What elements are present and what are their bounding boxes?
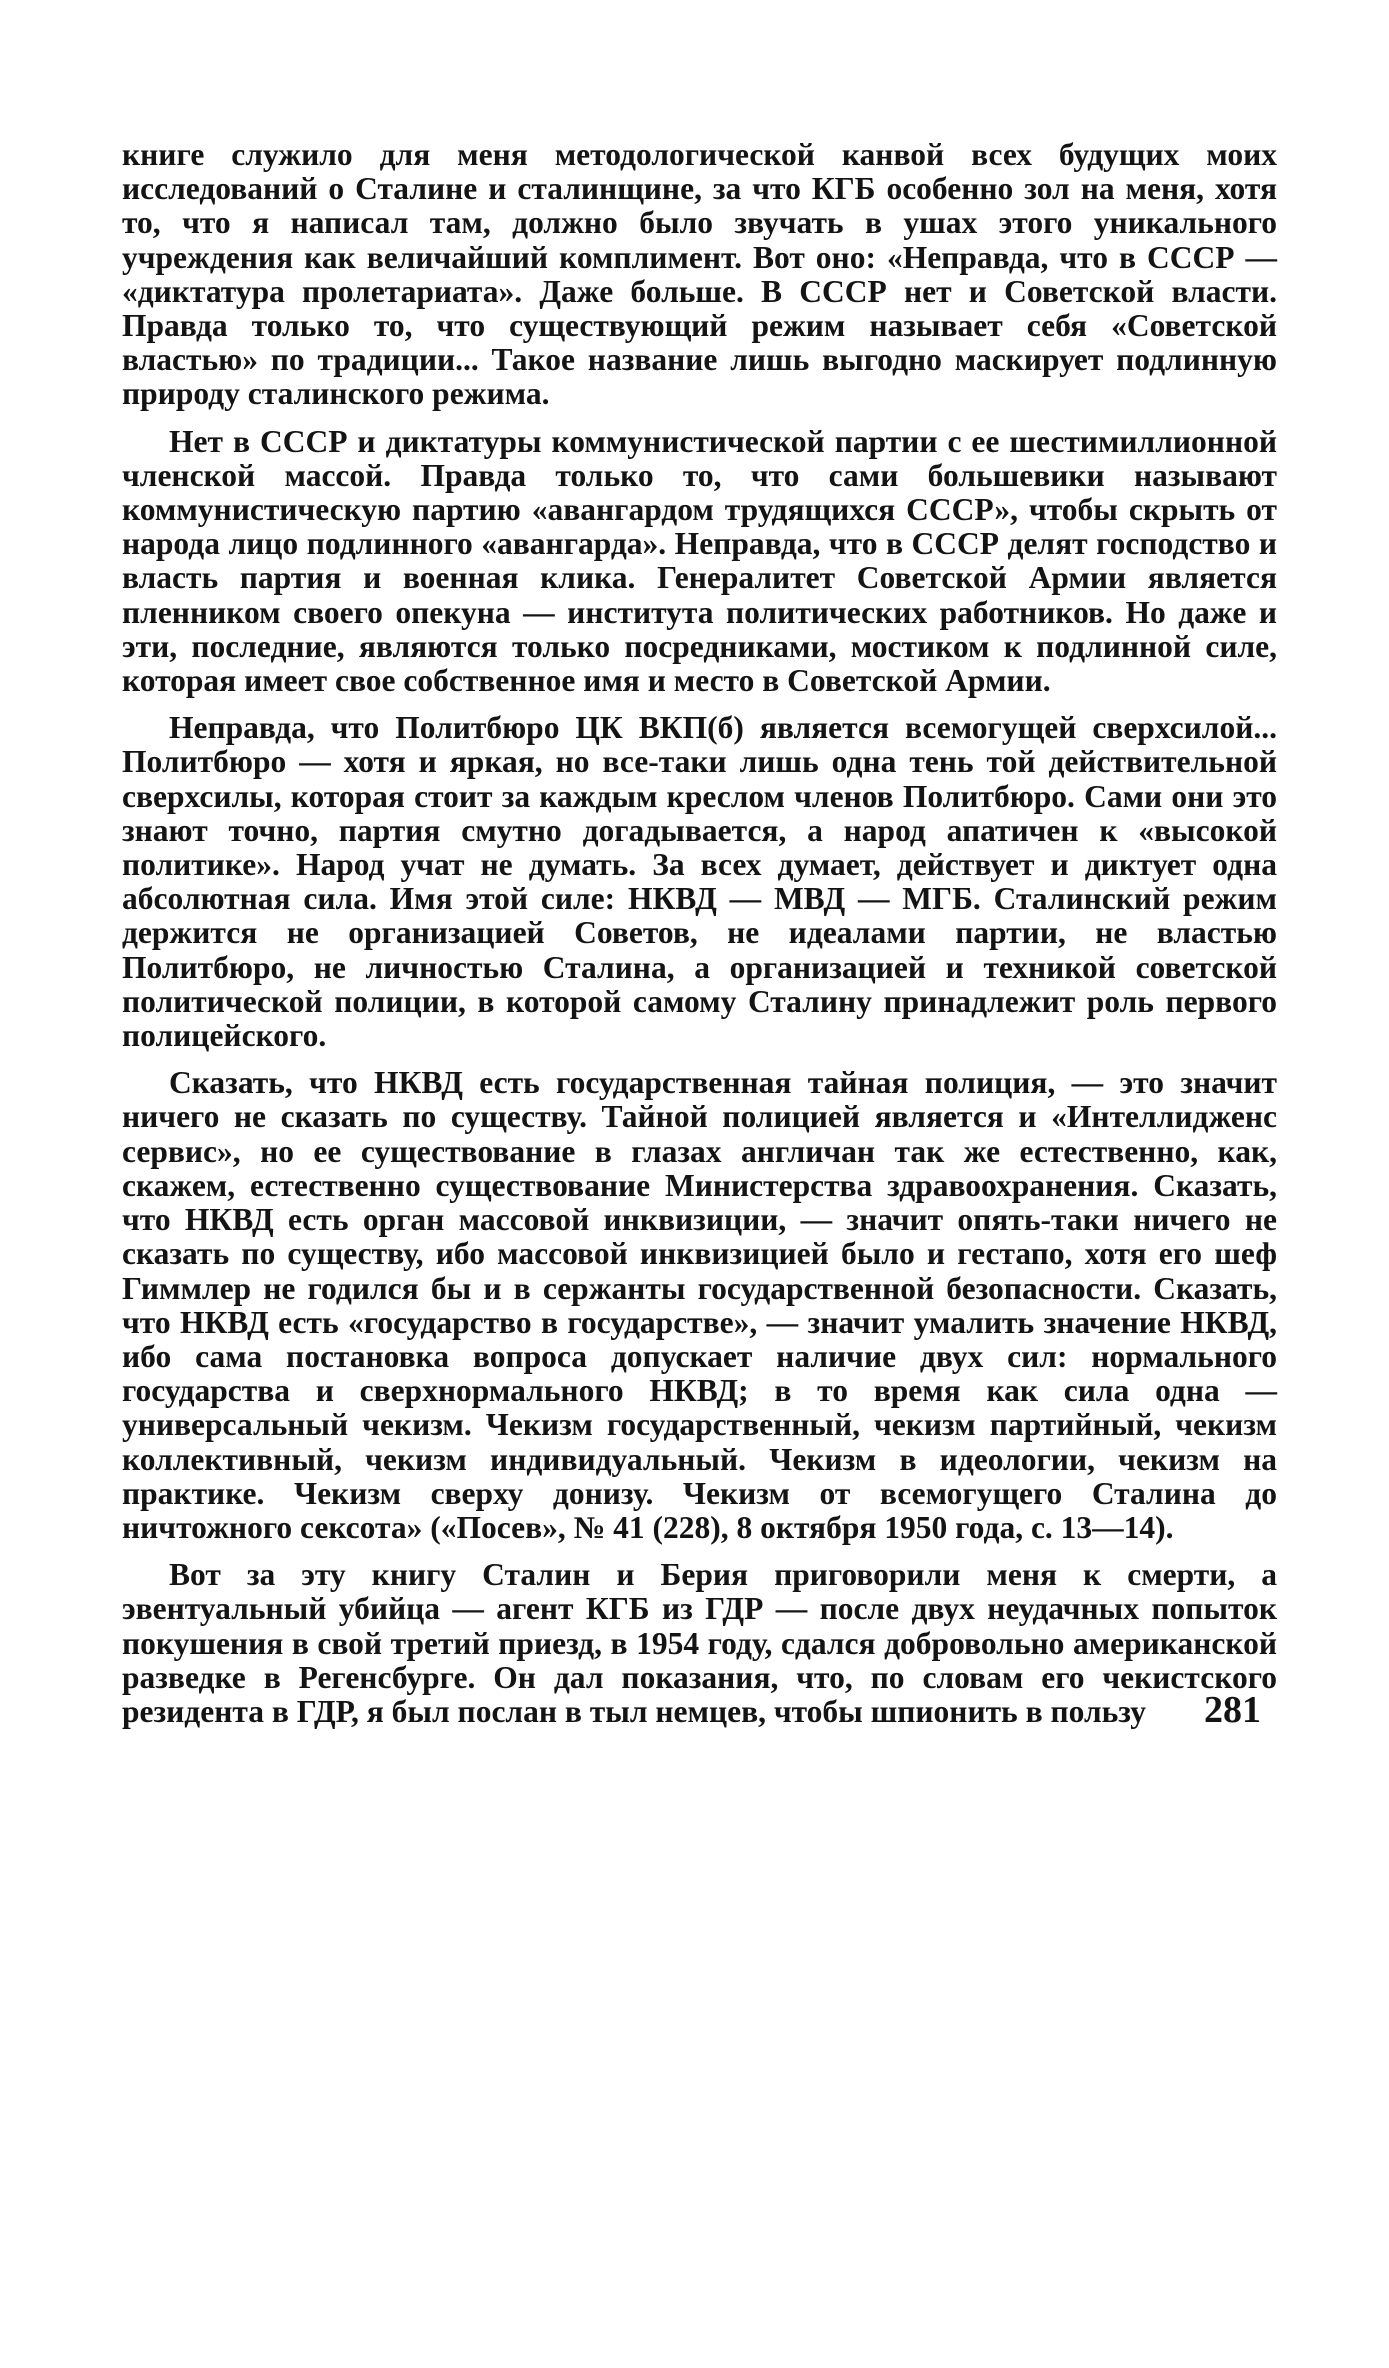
page-number: 281 bbox=[1204, 1689, 1261, 1731]
paragraph-1: книге служило для меня методологической канвой всех будущих моих исследований о Сталине и сталинщине, за что КГБ особенно зол на меня, хотя то, что я написал там, должно было звучать в ушах этого уникального учреждения как величайший комплимент. Вот оно: «Неправда, что в СССР — «диктатура пролетариата». Даже больше. В СССР нет и Советской власти. Правда только то, что существующий режим называет себя «Советской властью» по традиции... Такое название лишь выгодно маскирует подлинную природу сталинского режима. bbox=[122, 137, 1277, 412]
paragraph-5: Вот за эту книгу Сталин и Берия приговорили меня к смерти, а эвентуальный убийца — агент КГБ из ГДР — после двух неудачных попыток покушения в свой третий приезд, в 1954 году, сдался добровольно американской разведке в Регенсбурге. Он дал показания, что, по словам его чекистского резидента в ГДР, я был послан в тыл немцев, чтобы шпионить в пользу bbox=[122, 1557, 1277, 1729]
paragraph-2: Нет в СССР и диктатуры коммунистической партии с ее шестимиллионной членской массой. Правда только то, что сами большевики называют коммунистическую партию «авангардом трудящихся СССР», чтобы скрыть от народа лицо подлинного «авангарда». Неправда, что в СССР делят господство и власть партия и военная клика. Генералитет Советской Армии является пленником своего опекуна — института политических работников. Но даже и эти, последние, являются только посредниками, мостиком к подлинной силе, которая имеет свое собственное имя и место в Советской Армии. bbox=[122, 423, 1277, 699]
paragraph-3: Неправда, что Политбюро ЦК ВКП(б) является всемогущей сверхсилой... Политбюро — хотя и яркая, но все-таки лишь одна тень той действительной сверхсилы, которая стоит за каждым креслом членов Политбюро. Сами они это знают точно, партия смутно догадывается, а народ апатичен к «высокой политике». Народ учат не думать. За всех думает, действует и диктует одна абсолютная сила. Имя этой силе: НКВД — МВД — МГБ. Сталинский режим держится не организацией Советов, не идеалами партии, не властью Политбюро, не личностью Сталина, а организацией и техникой советской политической полиции, в которой самому Сталину принадлежит роль первого полицейского. bbox=[122, 710, 1277, 1054]
paragraph-4: Сказать, что НКВД есть государственная тайная полиция, — это значит ничего не сказать по существу. Тайной полицией является и «Интеллидженс сервис», но ее существование в глазах англичан так же естественно, как, скажем, естественно существование Министерства здравоохранения. Сказать, что НКВД есть орган массовой инквизиции, — значит опять-таки ничего не сказать по существу, ибо массовой инквизицией было и гестапо, хотя его шеф Гиммлер не годился бы и в сержанты государственной безопасности. Сказать, что НКВД есть «государство в государстве», — значит умалить значение НКВД, ибо сама постановка вопроса допускает наличие двух сил: нормального государства и сверхнормального НКВД; в то время как сила одна — универсальный чекизм. Чекизм государственный, чекизм партийный, чекизм коллективный, чекизм индивидуальный. Чекизм в идеологии, чекизм на практике. Чекизм сверху донизу. Чекизм от всемогущего Сталина до ничтожного сексота» («Посев», № 41 (228), 8 октября 1950 года, с. 13—14). bbox=[122, 1065, 1277, 1545]
body-text bbox=[122, 138, 1277, 1742]
